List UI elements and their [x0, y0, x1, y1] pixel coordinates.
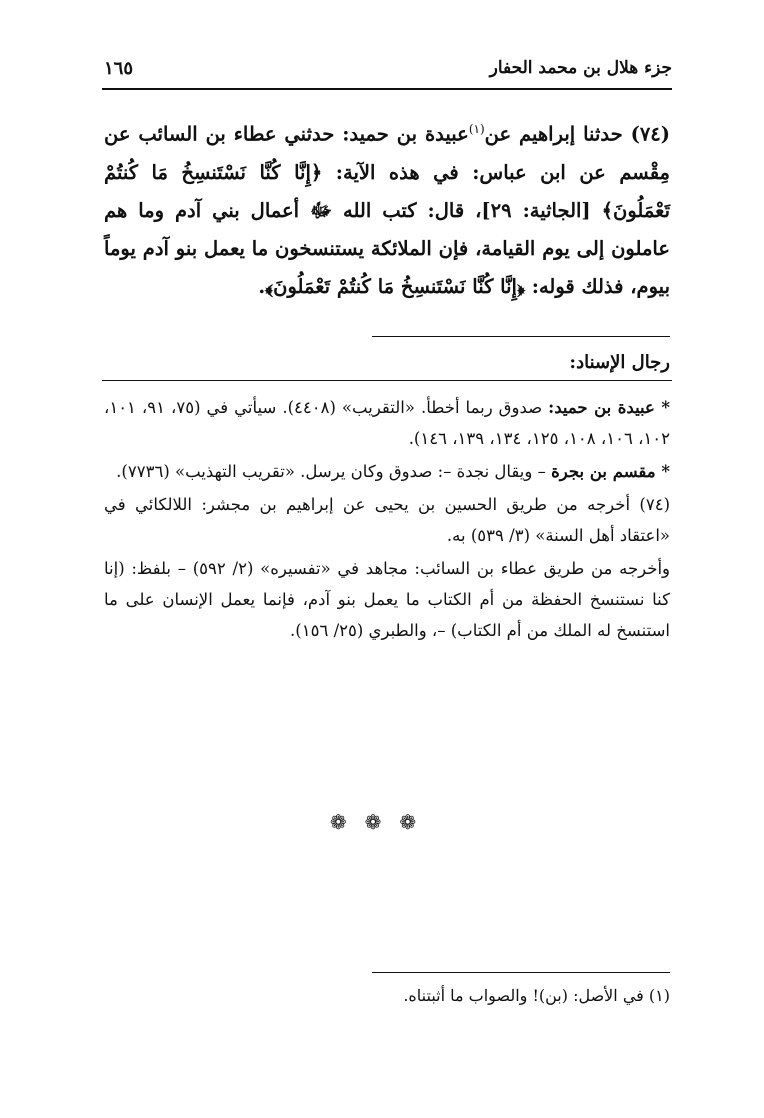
note-text: (٧٤) أخرجه من طريق الحسين بن يحيى عن إبراهيم بن مجشر: اللالكائي في «اعتقاد أهل السنة» (٣/ ٥٣٩) به.	[104, 495, 670, 545]
heading-underline	[102, 380, 672, 381]
hadith-lead: (٧٤) حدثنا إبراهيم عن	[484, 122, 670, 146]
note-text: – ويقال نجدة –: صدوق وكان يرسل. «تقريب التهذيب» (٧٧٣٦).	[116, 462, 552, 481]
note-item	[104, 456, 670, 487]
footnote-text: (١) في الأصل: (بن)! والصواب ما أثبتناه.	[403, 986, 670, 1005]
section-divider	[372, 336, 670, 337]
note-item	[104, 392, 670, 454]
main-paragraph	[104, 110, 670, 306]
section-heading: رجال الإسناد:	[569, 352, 670, 373]
note-text: وأخرجه من طريق عطاء بن السائب: مجاهد في «تفسيره» (٢/ ٥٩٢) – بلفظ: (إنا كنا نستنسخ الحفظة من أم الكتاب ما يعمل بنو آدم، فإنما يعمل الإنسان على ما استنسخ له الملك من أم الكتاب) –، والطبري (٢٥/ ١٥٦).	[104, 559, 671, 640]
header-divider	[102, 88, 672, 90]
note-lead: * مقسم بن بجرة	[551, 462, 670, 481]
footnote-divider	[372, 972, 670, 973]
ornament-divider: ❁❁❁	[329, 810, 435, 834]
notes-block	[104, 392, 670, 648]
footnote-marker: (١)	[468, 122, 485, 136]
running-header-title: جزء هلال بن محمد الحفار	[489, 58, 672, 78]
note-item	[104, 553, 670, 646]
note-item	[104, 489, 670, 551]
note-lead: * عبيدة بن حميد:	[548, 398, 671, 417]
page-number: ١٦٥	[104, 58, 134, 79]
note-text: صدوق ربما أخطأ. «التقريب» (٤٤٠٨). سيأتي في (٧٥، ٩١، ١٠١، ١٠٢، ١٠٦، ١٠٨، ١٢٥، ١٣٤، ١٣٩، ١٤٦).	[104, 398, 670, 448]
hadith-text: عبيدة بن حميد: حدثني عطاء بن السائب عن مِقْسم عن ابن عباس: في هذه الآية: ﴿إِنَّا كُنَّا نَسْتَنسِخُ مَا كُنتُمْ تَعْمَلُونَ﴾ [الجاثية: ٢٩]، قال: كتب الله ﷻ أعمال بني آدم وما هم عاملون إلى يوم القيامة، فإن الملائكة يستنسخون ما يعمل بنو آدم يوماً بيوم، فذلك قوله: ﴿إِنَّا كُنَّا نَسْتَنسِخُ مَا كُنتُمْ تَعْمَلُونَ﴾.	[104, 122, 670, 298]
